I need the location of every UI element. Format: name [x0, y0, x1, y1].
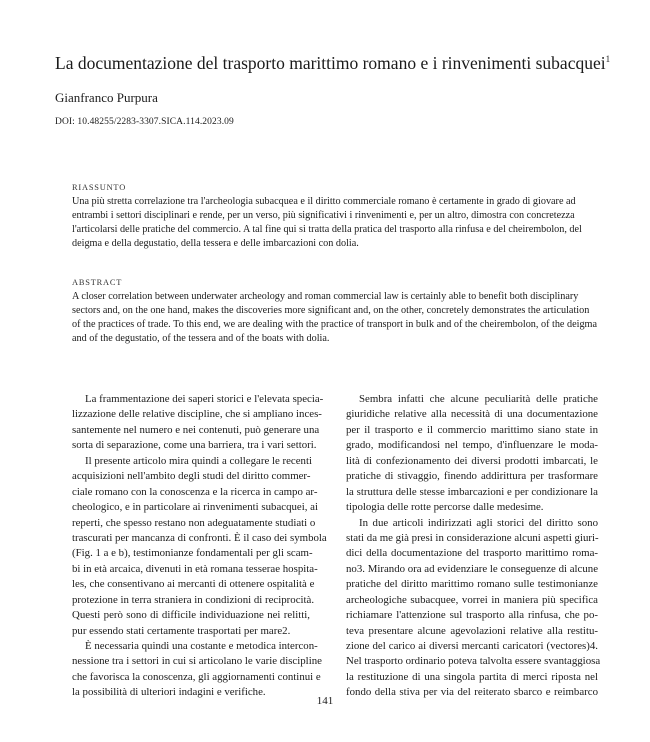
body-line: zione del carico ai diversi mercanti caricatori (vectores)4.	[346, 640, 598, 652]
body-line: lità di confezionamento dei diversi prodotti imbarcati, le	[346, 454, 598, 467]
body-line: tipologia delle rotte percorse dalle medesime.	[346, 501, 544, 514]
body-line: stati da me già presi in considerazione alcuni aspetti giuri-	[346, 531, 599, 544]
page-number: 141	[316, 695, 334, 707]
body-line: ciale romano con la conoscenza e la ricerca in campo ar-	[72, 485, 318, 498]
body-line: les, che consentivano ai mercanti di ottenere ospitalità e	[72, 578, 315, 591]
doi: DOI: 10.48255/2283-3307.SICA.114.2023.09	[55, 117, 234, 127]
riassunto-line: deigma e della degustatio, della tessera e delle imbarcazioni con dolia.	[72, 238, 359, 250]
abstract-line: sectors and, on the one hand, makes the discoveries more significant and, on the other, concretely demonstrates the articulation	[72, 305, 590, 317]
body-line: trascurati per mancanza di confronti. È il caso dei symbola	[72, 531, 327, 544]
riassunto-text	[72, 195, 602, 251]
body-line: la restituzione di una singola partita di merci riposta nel	[346, 670, 598, 683]
abstract-block	[72, 276, 602, 346]
body-line: nessione tra i settori in cui si articolano le varie discipline	[72, 655, 322, 668]
body-line: protezione in terra straniera in condizioni di reciprocità.	[72, 593, 315, 606]
body-line: la possibilità di ulteriori indagini e verifiche.	[72, 686, 266, 699]
body-line: giuridiche relative alla necessità di una documentazione	[346, 408, 598, 421]
abstract-line: and of the degustatio, of the tessera and of the boats with dolia.	[72, 333, 330, 345]
riassunto-line: l'articolarsi delle pratiche del commercio. A tal fine qui si tratta della pratica del trasporto alla rinfusa e del cheirembolon, del	[72, 224, 582, 236]
body-line: In due articoli indirizzati agli storici del diritto sono	[359, 516, 598, 529]
body-line: La frammentazione dei saperi storici e l'elevata specia-	[85, 393, 324, 405]
abstract-text	[72, 290, 602, 346]
abstract-heading: ABSTRACT	[72, 278, 123, 287]
body-line: per il trasporto e il commercio marittimo siano state in	[346, 423, 598, 436]
abstract-line: A closer correlation between underwater archeology and roman commercial law is certainly able to benefit both disciplinary	[72, 291, 579, 303]
body-line: Questi però sono di difficile individuazione nei relitti,	[72, 609, 310, 622]
riassunto-line: Una più stretta correlazione tra l'archeologia subacquea e il diritto commerciale romano è certamente in grado di giovare ad	[72, 196, 576, 208]
body-line: È necessaria quindi una costante e metodica intercon-	[85, 640, 318, 652]
body-line: archeologiche subacquee, vorrei in maniera più specifica	[346, 593, 598, 606]
author-name: Gianfranco Purpura	[55, 90, 158, 105]
body-line: bi in età arcaica, divenuti in età romana tesserae hospita-	[72, 562, 318, 575]
riassunto-block	[72, 181, 602, 251]
body-line: cheologico, e in particolare ai rinvenimenti subacquei, ai	[72, 501, 318, 514]
body-line: santemente nel numero e nei contenuti, può generare una	[72, 423, 320, 436]
body-line: dici della documentazione del trasporto marittimo roma-	[346, 547, 598, 560]
body-line: reperti, che spesso restano non adeguatamente studiati o	[72, 516, 316, 529]
body-line: Sembra infatti che alcune peculiarità delle pratiche	[359, 393, 598, 405]
article-title: La documentazione del trasporto marittimo romano e i rinvenimenti subacquei$^1$	[55, 53, 611, 73]
body-line: Il presente articolo mira quindi a collegare le recenti	[85, 454, 313, 467]
body-line: no3. Mirando ora ad evidenziare le conseguenze di alcune	[346, 562, 599, 575]
title-footnote-marker: 1	[605, 54, 611, 65]
body-line: richiamare l'attenzione sul trasporto alla rinfusa, che po-	[346, 609, 598, 622]
body-column-left	[72, 392, 327, 701]
abstract-line: of the practices of trade. To this end, we are dealing with the practice of transport in bulk and of the cheirembolon, of the deigma	[72, 319, 597, 331]
riassunto-heading: RIASSUNTO	[72, 183, 127, 192]
body-line: pur essendo stati certamente trasportati per mare2.	[72, 624, 291, 637]
body-line: la struttura delle stesse imbarcazioni e per condizionare la	[346, 485, 598, 498]
body-line: acquisizioni nell'ambito degli studi del diritto commer-	[72, 470, 311, 483]
body-line: grado, modificandosi nel tempo, d'influenzare le moda-	[346, 439, 598, 452]
riassunto-line: entrambi i settori disciplinari e rende, per un verso, più significativi i rinvenimenti e, per un altro, dimostra con concretezza	[72, 210, 575, 222]
body-line: sorta di separazione, come una barriera, tra i vari settori.	[72, 439, 317, 452]
body-line: che favorisca la conoscenza, gli aggiornamenti continui e	[72, 670, 321, 683]
body-line: pratiche del diritto marittimo romano sulle testimonianze	[346, 578, 598, 591]
body-line: lizzazione delle relative discipline, che si ampliano inces-	[72, 408, 322, 421]
body-line: teva presentare alcune agevolazioni relative alla restitu-	[346, 624, 598, 637]
body-line: pratiche di stivaggio, finendo addirittura per trasformare	[346, 470, 598, 483]
body-column-right	[346, 392, 601, 701]
body-line: (Fig. 1 a e b), testimonianze fondamentali per gli scam-	[72, 547, 313, 560]
body-line: fondo della stiva per via del reiterato sbarco e reimbarco	[346, 686, 598, 699]
body-line: Nel trasporto ordinario poteva talvolta essere svantaggiosa	[346, 655, 601, 668]
